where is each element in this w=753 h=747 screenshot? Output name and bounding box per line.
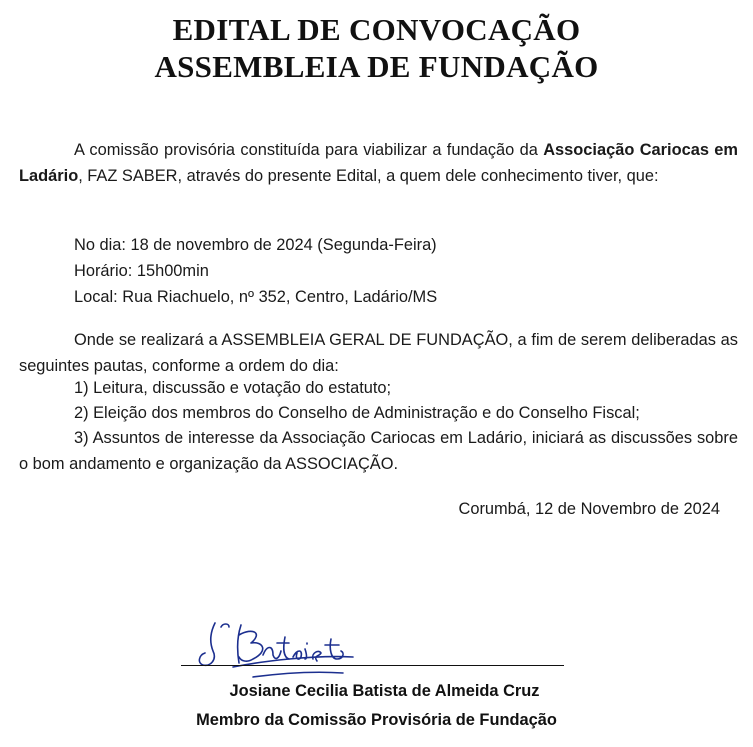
title-line-1: EDITAL DE CONVOCAÇÃO: [172, 12, 581, 47]
association-name: Associação Cariocas em Ladário: [19, 141, 738, 185]
meeting-time: Horário: 15h00min: [74, 262, 209, 280]
agenda-item-1: 1) Leitura, discussão e votação do estatuto;: [74, 379, 392, 397]
meeting-date: No dia: 18 de novembro de 2024 (Segunda-Feira): [74, 236, 437, 254]
signature-line: [181, 665, 564, 666]
title-line-2: ASSEMBLEIA DE FUNDAÇÃO: [154, 49, 599, 84]
meeting-details: [74, 232, 437, 310]
place-and-date: Corumbá, 12 de Novembro de 2024: [458, 500, 720, 518]
intro-text-1: A comissão provisória constituída para viabilizar a fundação da: [74, 141, 544, 159]
meeting-place: Local: Rua Riachuelo, nº 352, Centro, Ladário/MS: [74, 288, 438, 306]
intro-text-2: , FAZ SABER, através do presente Edital, a quem dele conhecimento tiver, que:: [78, 167, 659, 185]
agenda-item-3: 3) Assuntos de interesse da Associação Cariocas em Ladário, iniciará as discussões sobre o bom andamento e organização da ASSOCIAÇÃO.: [19, 429, 738, 473]
agenda-item-2: 2) Eleição dos membros do Conselho de Administração e do Conselho Fiscal;: [74, 404, 640, 422]
signer-name: Josiane Cecilia Batista de Almeida Cruz: [229, 682, 540, 700]
assembly-paragraph: Onde se realizará a ASSEMBLEIA GERAL DE FUNDAÇÃO, a fim de serem deliberadas as seguintes pautas, conforme a ordem do dia:: [19, 331, 738, 375]
signer-role: Membro da Comissão Provisória de Fundação: [196, 711, 557, 729]
intro-paragraph: [19, 137, 738, 189]
